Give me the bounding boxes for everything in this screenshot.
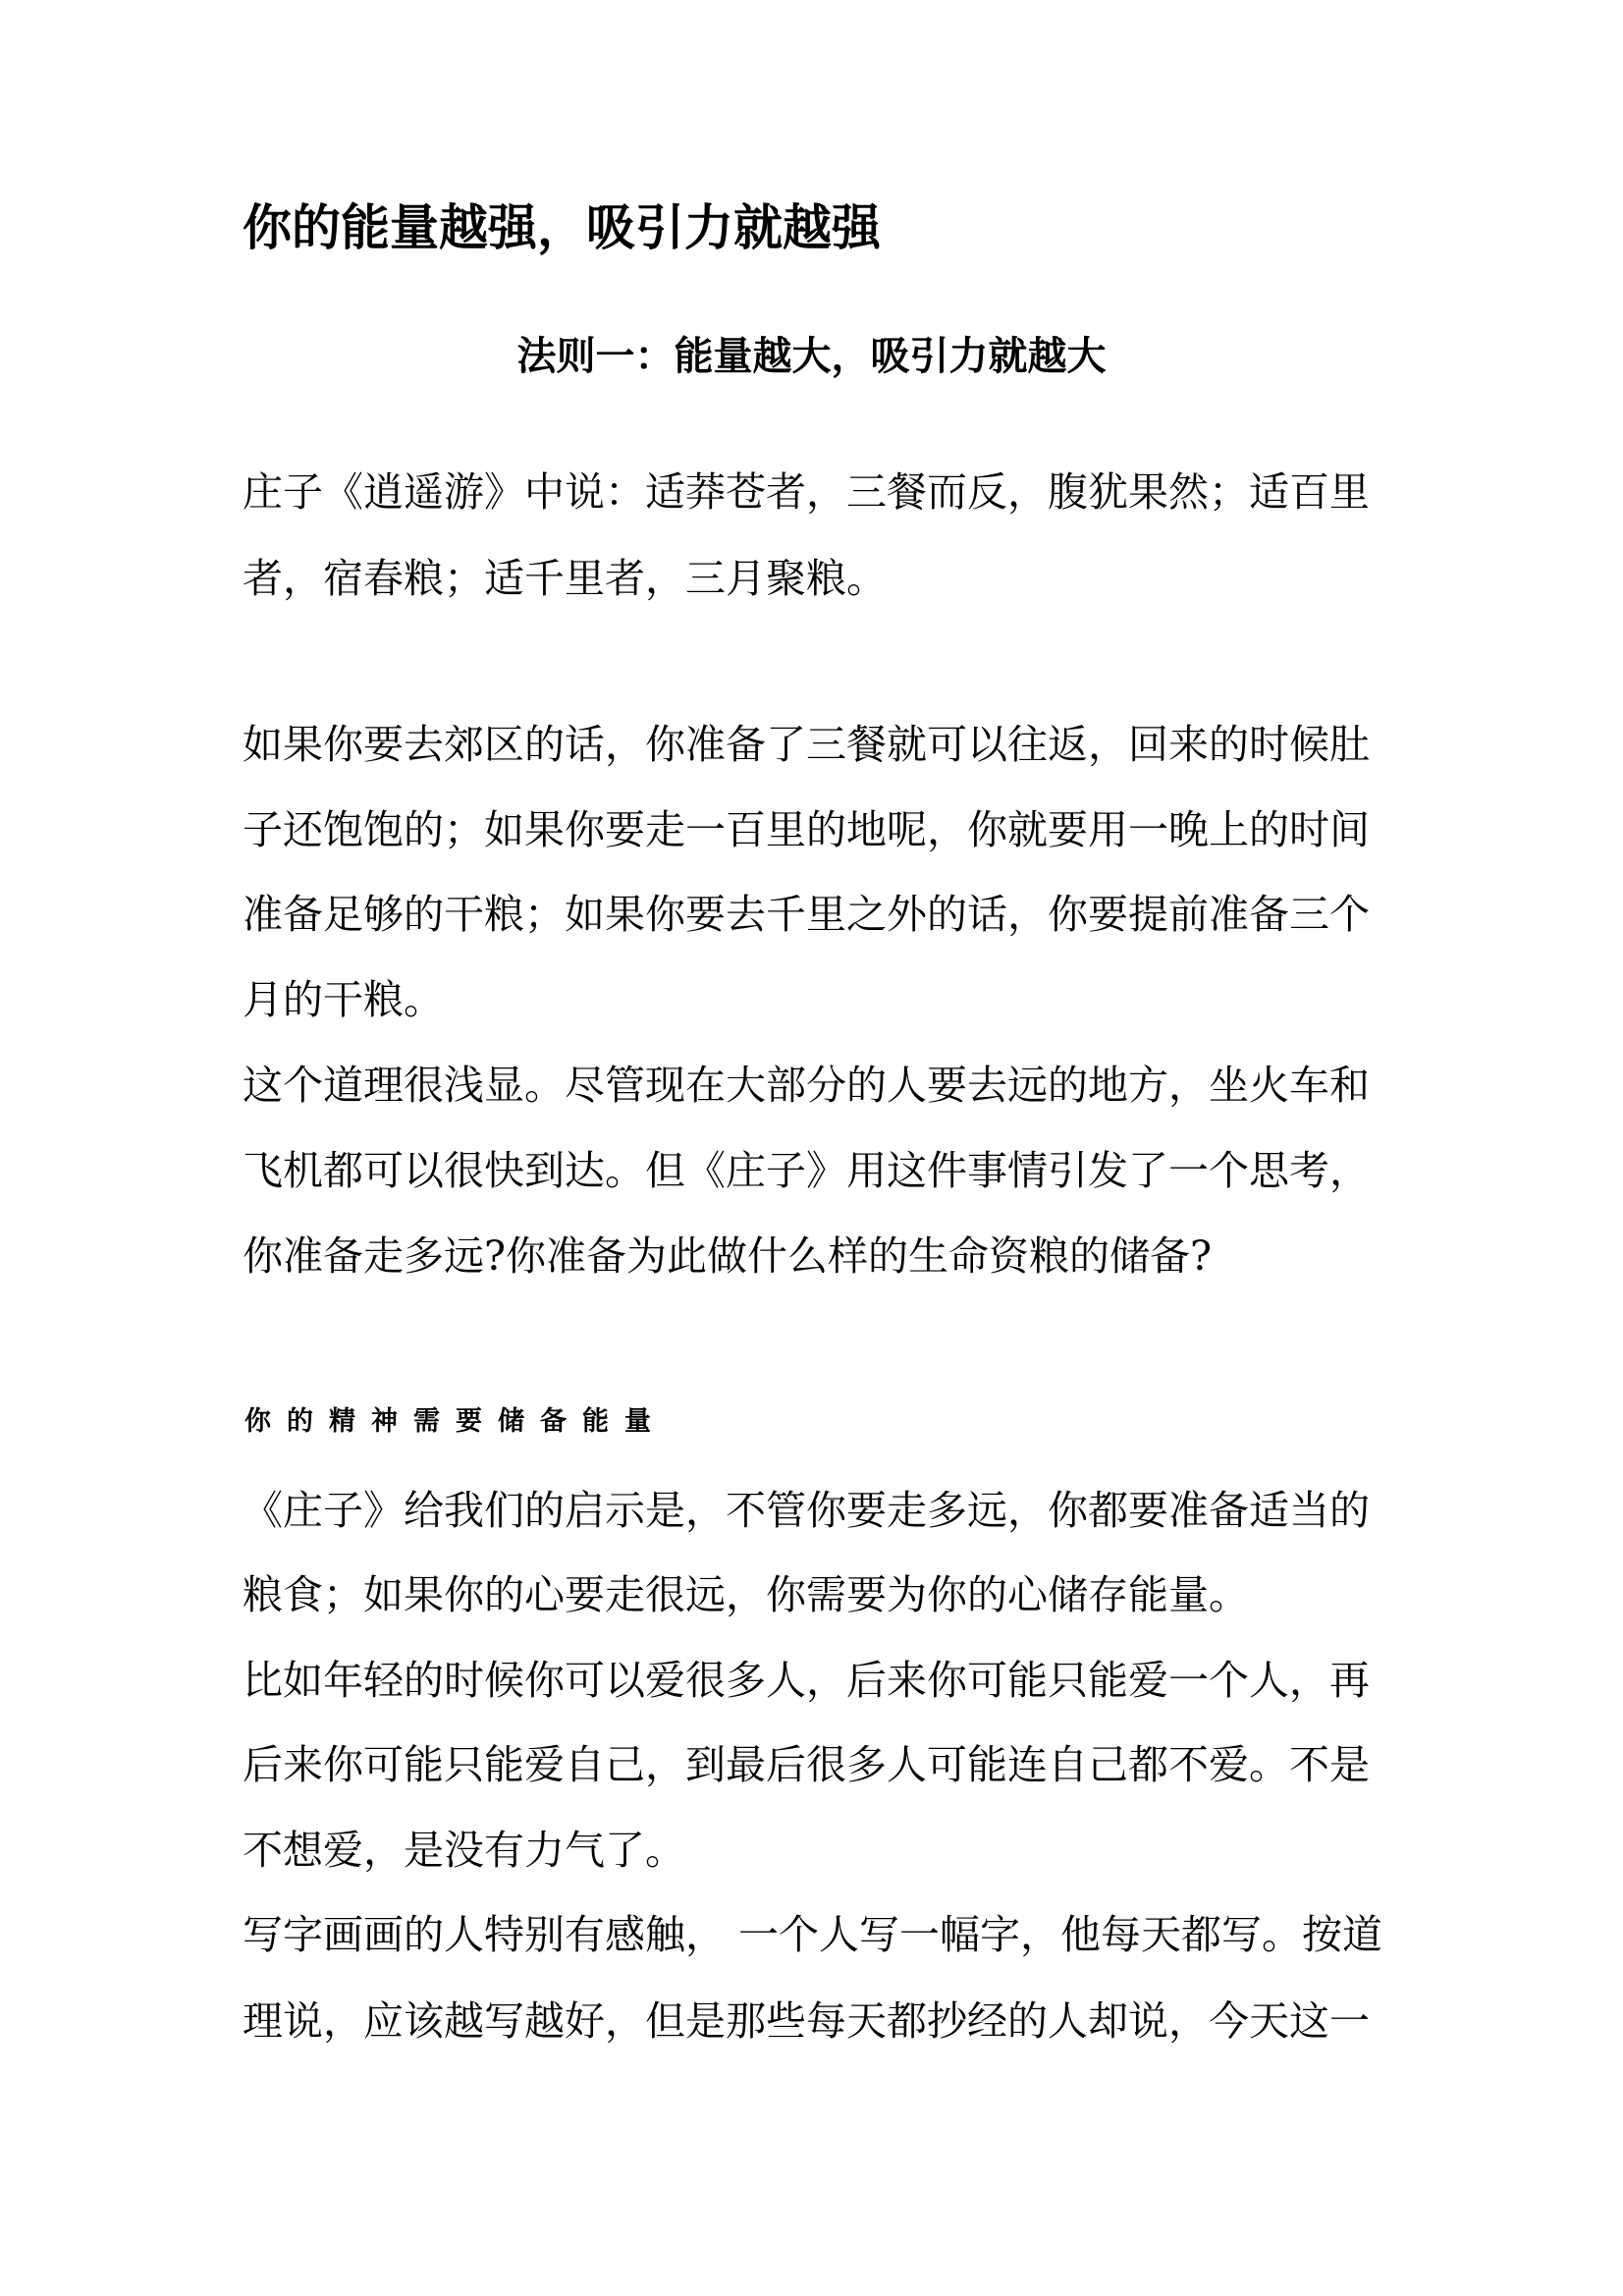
paragraph-1-line-2: 者，宿春粮；适千里者，三月聚粮。 <box>243 555 887 602</box>
paragraph-2-line-3: 准备足够的干粮；如果你要去千里之外的话，你要提前准备三个 <box>243 891 1370 938</box>
paragraph-3-line-3: 你准备走多远?你准备为此做什么样的生命资粮的储备? <box>243 1232 1212 1280</box>
paragraph-2-line-4: 月的干粮。 <box>243 976 444 1023</box>
paragraph-4-line-2: 粮食；如果你的心要走很远，你需要为你的心储存能量。 <box>243 1571 1249 1618</box>
paragraph-3-line-1: 这个道理很浅显。尽管现在大部分的人要去远的地方，坐火车和 <box>243 1062 1370 1109</box>
paragraph-4-line-1: 《庄子》给我们的启示是，不管你要走多远，你都要准备适当的 <box>243 1487 1370 1534</box>
paragraph-2-line-1: 如果你要去郊区的话，你准备了三餐就可以往返，回来的时候肚 <box>243 721 1370 768</box>
paragraph-6-line-2: 理说，应该越写越好，但是那些每天都抄经的人却说，今天这一 <box>243 1997 1370 2045</box>
paragraph-1-line-1: 庄子《逍遥游》中说：适莽苍者，三餐而反，腹犹果然；适百里 <box>243 468 1370 516</box>
paragraph-5-line-3: 不想爱，是没有力气了。 <box>243 1827 685 1874</box>
document-subtitle: 法则一：能量越大，吸引力就越大 <box>516 334 1107 379</box>
paragraph-5-line-2: 后来你可能只能爱自己，到最后很多人可能连自己都不爱。不是 <box>243 1741 1370 1788</box>
paragraph-3-line-2: 飞机都可以很快到达。但《庄子》用这件事情引发了一个思考， <box>243 1147 1370 1194</box>
section-heading: 你的精神需要储备能量 <box>244 1406 667 1437</box>
paragraph-2-line-2: 子还饱饱的；如果你要走一百里的地呢，你就要用一晚上的时间 <box>243 806 1370 853</box>
paragraph-5-line-1: 比如年轻的时候你可以爱很多人，后来你可能只能爱一个人，再 <box>243 1657 1370 1704</box>
paragraph-6-line-1: 写字画画的人特别有感触， 一个人写一幅字，他每天都写。按道 <box>243 1911 1383 1958</box>
document-title: 你的能量越强，吸引力就越强 <box>243 199 881 256</box>
